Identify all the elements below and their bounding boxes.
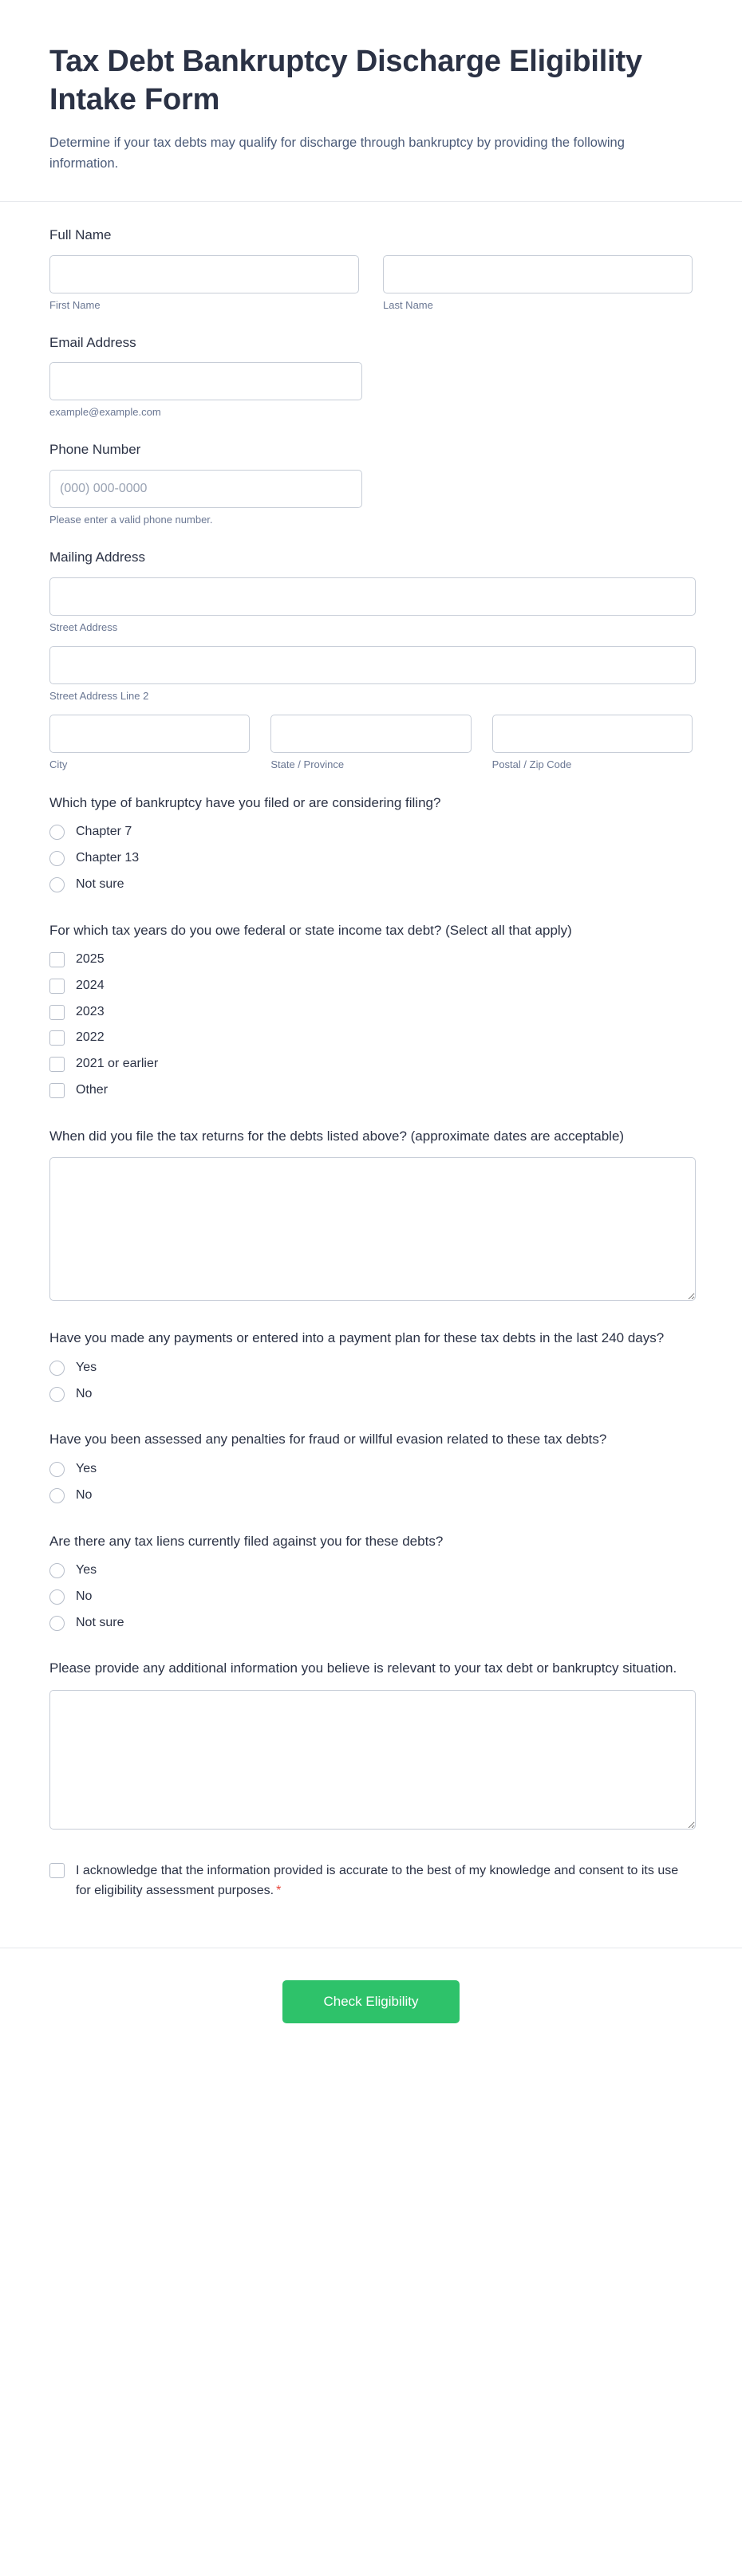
field-payments-240 [49,1328,693,1402]
city-sub-label: City [49,758,68,770]
field-bankruptcy-type [49,793,693,893]
radio-option[interactable] [49,1562,693,1579]
radio-label: Yes [76,1563,97,1578]
phone-sub-label: Please enter a valid phone number. [49,514,213,526]
radio-option[interactable] [49,1461,693,1478]
checkbox-icon[interactable] [49,979,65,994]
tax-years-label: For which tax years do you owe federal or state income tax debt? (Select all that apply) [49,922,572,938]
form-body [0,202,742,1932]
last-name-input[interactable] [383,255,693,293]
radio-icon[interactable] [49,1563,65,1578]
radio-option[interactable] [49,824,693,841]
full-name-row [49,255,693,311]
radio-option[interactable] [49,876,693,893]
tax-liens-label: Are there any tax liens currently filed against you for these debts? [49,1533,444,1549]
radio-icon[interactable] [49,1589,65,1605]
first-name-input[interactable] [49,255,359,293]
page-title: Tax Debt Bankruptcy Discharge Eligibility Intake Form [49,45,642,116]
checkbox-label: 2021 or earlier [76,1057,159,1071]
field-email [49,333,693,419]
checkbox-option[interactable] [49,978,693,995]
checkbox-icon[interactable] [49,952,65,967]
state-province-input[interactable] [270,715,471,753]
radio-option[interactable] [49,1386,693,1403]
field-phone [49,440,693,526]
checkbox-icon[interactable] [49,1083,65,1098]
filing-dates-textarea[interactable] [49,1157,696,1301]
filing-dates-label: When did you file the tax returns for the debts listed above? (approximate dates are acceptable) [49,1128,625,1144]
field-tax-liens [49,1531,693,1632]
phone-input[interactable] [49,470,362,508]
email-group [49,362,362,418]
payments-240-options [49,1360,693,1403]
tax-years-options [49,951,693,1099]
checkbox-label: 2023 [76,1004,105,1018]
radio-icon[interactable] [49,1387,65,1402]
zip-group [492,715,693,770]
street-group [49,577,696,633]
mailing-address-label: Mailing Address [49,549,146,565]
radio-label: Not sure [76,1615,124,1629]
additional-info-label: Please provide any additional information you believe is relevant to your tax debt or bankruptcy situation. [49,1660,677,1676]
acknowledgement-row[interactable] [49,1861,693,1901]
street-address-line2-input[interactable] [49,646,696,684]
radio-label: No [76,1487,93,1502]
checkbox-option[interactable] [49,951,693,968]
field-tax-years [49,920,693,1099]
radio-option[interactable] [49,1360,693,1377]
radio-icon[interactable] [49,851,65,866]
payments-240-label: Have you made any payments or entered into a payment plan for these tax debts in the last 240 days? [49,1330,665,1346]
street-address-line2-sub-label: Street Address Line 2 [49,689,149,702]
postal-zip-sub-label: Postal / Zip Code [491,758,572,770]
checkbox-icon[interactable] [49,1005,65,1020]
bankruptcy-type-label: Which type of bankruptcy have you filed or are considering filing? [49,794,441,810]
full-name-label: Full Name [49,227,112,243]
checkbox-option[interactable] [49,1004,693,1021]
field-fraud-penalties [49,1429,693,1503]
state-province-sub-label: State / Province [270,758,345,770]
radio-label: No [76,1386,93,1400]
radio-option[interactable] [49,1589,693,1605]
first-name-group [49,255,359,311]
radio-label: Yes [76,1461,97,1475]
radio-icon[interactable] [49,1462,65,1477]
radio-label: Chapter 13 [76,850,140,865]
radio-label: Chapter 7 [76,825,132,839]
radio-label: Yes [76,1360,97,1374]
checkbox-label: Other [76,1083,109,1097]
city-group [49,715,250,770]
phone-group [49,470,362,526]
radio-icon[interactable] [49,877,65,892]
phone-label: Phone Number [49,442,141,458]
radio-icon[interactable] [49,1488,65,1503]
city-state-zip-row [49,715,693,770]
checkbox-label: 2022 [76,1030,105,1045]
radio-option[interactable] [49,850,693,867]
radio-icon[interactable] [49,1616,65,1631]
radio-icon[interactable] [49,1361,65,1376]
fraud-penalties-label: Have you been assessed any penalties for fraud or willful evasion related to these tax debts? [49,1432,607,1448]
check-eligibility-button[interactable]: Check Eligibility [282,1980,460,2023]
acknowledgement-label [76,1861,693,1901]
field-additional-info [49,1658,693,1830]
checkbox-option[interactable] [49,1030,693,1046]
checkbox-option[interactable] [49,1082,693,1099]
bankruptcy-type-options [49,824,693,892]
radio-label: No [76,1589,93,1603]
checkbox-label: 2025 [76,952,105,967]
tax-liens-options [49,1562,693,1631]
email-sub-label: example@example.com [49,406,161,419]
city-input[interactable] [49,715,250,753]
street-address-sub-label: Street Address [49,620,118,633]
email-field[interactable] [49,362,362,400]
street-address-input[interactable] [49,577,696,616]
last-name-sub-label: Last Name [383,298,433,311]
radio-icon[interactable] [49,825,65,840]
checkbox-option[interactable] [49,1056,693,1073]
acknowledgement-checkbox-icon[interactable] [49,1863,65,1878]
field-mailing-address [49,548,693,770]
fraud-penalties-options [49,1461,693,1504]
form-subtitle: Determine if your tax debts may qualify for discharge through bankruptcy by providing the following information. [49,136,625,171]
field-filing-dates [49,1126,693,1302]
form-header [0,0,742,202]
checkbox-label: 2024 [76,978,105,992]
acknowledgement-text: I acknowledge that the information provided is accurate to the best of my knowledge and consent to its use for eligibility assessment purposes. [76,1863,679,1897]
required-asterisk: * [276,1883,282,1897]
checkbox-icon[interactable] [49,1030,65,1046]
checkbox-icon[interactable] [49,1057,65,1072]
email-label: Email Address [49,334,136,350]
radio-label: Not sure [76,876,124,891]
state-group [270,715,471,770]
radio-option[interactable] [49,1615,693,1632]
form-footer [0,1948,742,2065]
additional-info-textarea[interactable] [49,1690,696,1830]
field-full-name [49,226,693,311]
last-name-group [383,255,693,311]
street2-group [49,646,696,702]
radio-option[interactable] [49,1487,693,1504]
first-name-sub-label: First Name [49,298,101,311]
postal-zip-input[interactable] [492,715,693,753]
